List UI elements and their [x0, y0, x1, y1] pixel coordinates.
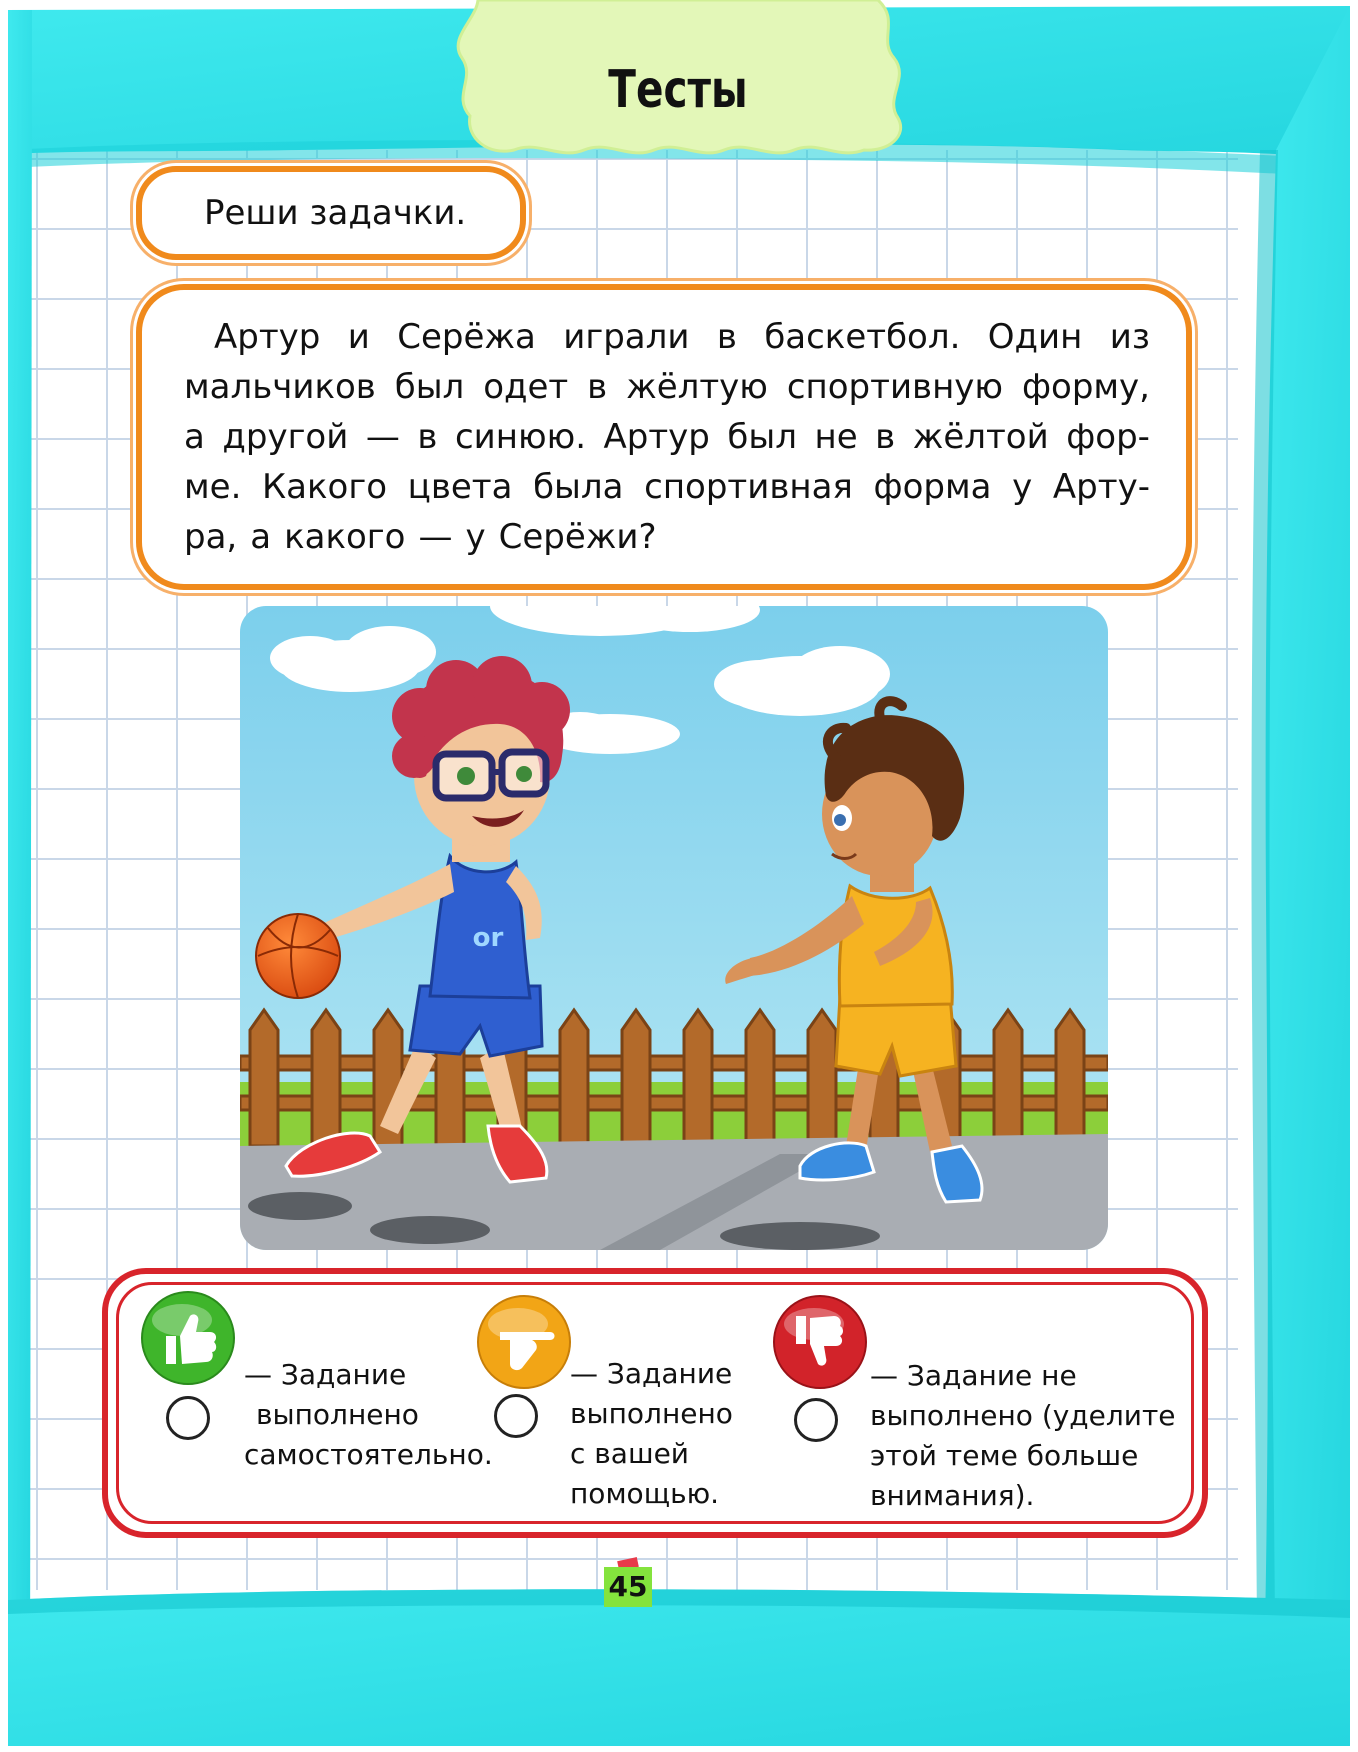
rating-line: — Задание не: [870, 1359, 1077, 1392]
problem-word: какого: [284, 517, 406, 557]
checkbox-independent[interactable]: [166, 1396, 210, 1440]
problem-word: у: [465, 517, 486, 557]
problem-word: в: [716, 317, 737, 357]
problem-word: баскетбол.: [764, 317, 961, 357]
problem-word: был: [727, 417, 797, 457]
checkbox-not-done[interactable]: [794, 1398, 838, 1442]
problem-word: не: [814, 417, 858, 457]
page-number: 45: [604, 1567, 652, 1607]
basketball-illustration: [240, 606, 1108, 1250]
problem-word: а: [184, 417, 205, 457]
rating-line: выполнено: [570, 1397, 733, 1430]
problem-word: одет: [483, 367, 569, 407]
basketball: [256, 914, 340, 998]
problem-word: в: [417, 417, 438, 457]
thumb-sideways-icon: [476, 1294, 572, 1390]
problem-word: из: [1109, 317, 1150, 357]
problem-word: у: [1012, 467, 1033, 507]
rating-label-with-help: [570, 1354, 733, 1514]
rating-line: внимания).: [870, 1479, 1035, 1512]
problem-line: [184, 512, 1150, 562]
problem-line: [184, 412, 1150, 462]
rating-label-not-done: [870, 1356, 1176, 1516]
problem-word: ме.: [184, 467, 242, 507]
rating-line: выполнено: [256, 1398, 419, 1431]
rating-line: с вашей: [570, 1437, 689, 1470]
problem-word: жёлтую: [626, 367, 768, 407]
problem-word: форму,: [1021, 367, 1150, 407]
rating-line: самостоятельно.: [244, 1438, 493, 1471]
problem-word: ра,: [184, 517, 238, 557]
problem-word: синюю.: [454, 417, 587, 457]
problem-line: [184, 462, 1150, 512]
rating-line: помощью.: [570, 1477, 720, 1510]
problem-word: спортивная: [644, 467, 853, 507]
problem-box: [136, 284, 1192, 590]
problem-word: форма: [873, 467, 992, 507]
problem-word: Какого: [262, 467, 388, 507]
problem-word: фор-: [1066, 417, 1150, 457]
shadow-right: [720, 1222, 880, 1250]
rating-line: этой теме больше: [870, 1439, 1139, 1472]
problem-word: Артур: [603, 417, 710, 457]
checkbox-with-help[interactable]: [494, 1394, 538, 1438]
problem-word: —: [418, 517, 453, 557]
rating-line: — Задание: [244, 1358, 407, 1391]
problem-word: спортивную: [786, 367, 1004, 407]
instruction-text: Реши задачки.: [204, 193, 467, 233]
problem-word: Серёжа: [397, 317, 536, 357]
problem-word: жёлтой: [912, 417, 1049, 457]
problem-word: другой: [222, 417, 349, 457]
problem-word: Один: [987, 317, 1083, 357]
problem-word: Арту-: [1052, 467, 1150, 507]
rating-line: — Задание: [570, 1357, 733, 1390]
problem-word: в: [587, 367, 608, 407]
rating-label-independent: [244, 1355, 493, 1475]
thumbs-down-icon: [772, 1294, 868, 1390]
problem-word: —: [365, 417, 400, 457]
basketball-scene: [240, 606, 1108, 1250]
shadow-left: [248, 1192, 352, 1220]
problem-word: а: [250, 517, 272, 557]
page-title: Тесты: [608, 60, 748, 120]
problem-word: в: [875, 417, 896, 457]
frame-bottom-band: [8, 1589, 1350, 1746]
problem-word: была: [533, 467, 624, 507]
problem-word: играли: [563, 317, 690, 357]
problem-word: цвета: [407, 467, 513, 507]
problem-word: Артур: [214, 317, 321, 357]
rating-line: выполнено (уделите: [870, 1399, 1176, 1432]
problem-word: был: [394, 367, 465, 407]
problem-line: [184, 312, 1150, 362]
problem-word: и: [347, 317, 370, 357]
problem-word: Серёжи?: [498, 517, 657, 557]
instruction-box: [136, 166, 526, 260]
jersey-logo: or: [472, 923, 504, 953]
shadow-mid: [370, 1216, 490, 1244]
problem-line: [184, 362, 1150, 412]
problem-word: мальчиков: [184, 367, 376, 407]
thumbs-up-icon: [140, 1290, 236, 1386]
frame-left-band: [8, 10, 32, 1740]
